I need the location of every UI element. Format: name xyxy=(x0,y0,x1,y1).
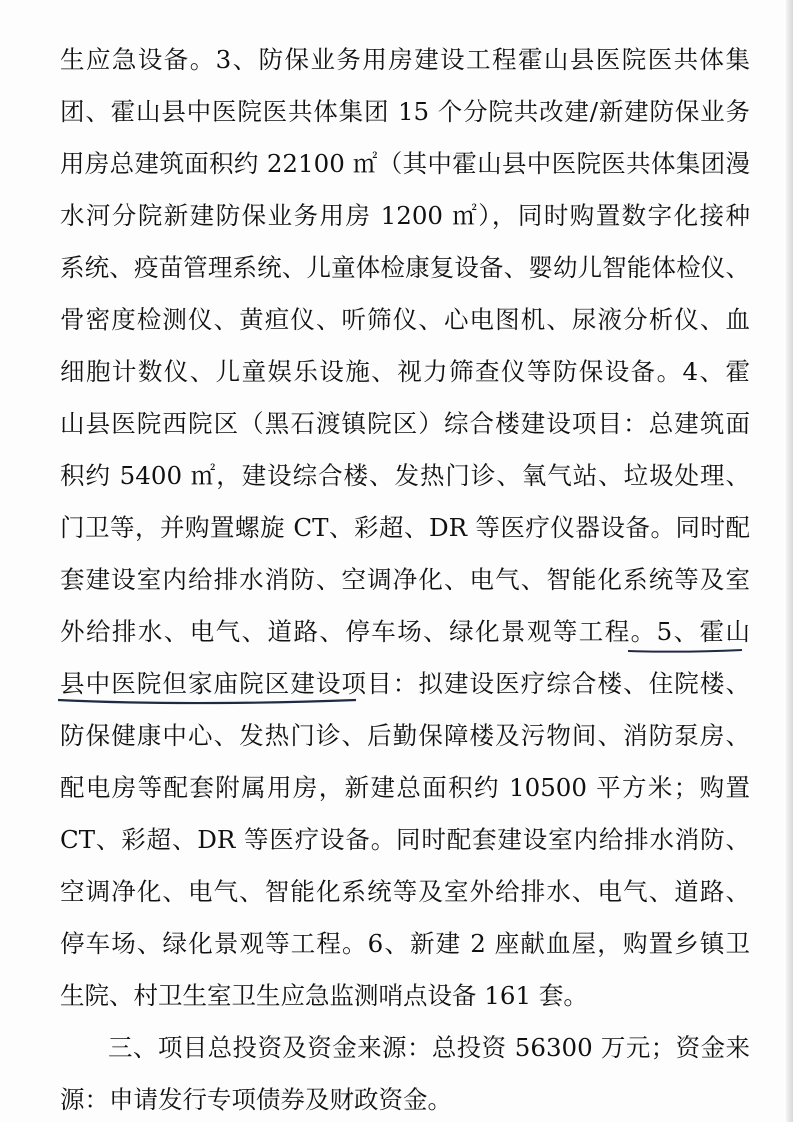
body-text-line: CT、彩超、DR 等医疗设备。同时配套建设室内给排水消防、 xyxy=(60,825,750,854)
body-text-line: 用房总建筑面积约 22100 ㎡（其中霍山县中医院医共体集团漫 xyxy=(60,149,750,178)
body-text-line: 水河分院新建防保业务用房 1200 ㎡），同时购置数字化接种 xyxy=(60,201,750,230)
body-text-line: 空调净化、电气、智能化系统等及室外给排水、电气、道路、 xyxy=(60,877,750,906)
body-text-line: 门卫等，并购置螺旋 CT、彩超、DR 等医疗仪器设备。同时配 xyxy=(60,513,750,542)
body-text-line: 防保健康中心、发热门诊、后勤保障楼及污物间、消防泵房、 xyxy=(60,721,750,750)
body-text-line: 生院、村卫生室卫生应急监测哨点设备 161 套。 xyxy=(60,981,588,1010)
body-text-line: 团、霍山县中医院医共体集团 15 个分院共改建/新建防保业务 xyxy=(60,97,750,126)
body-text-line: 生应急设备。3、防保业务用房建设工程霍山县医院医共体集 xyxy=(60,45,750,74)
body-text-line: 骨密度检测仪、黄疸仪、听筛仪、心电图机、尿液分析仪、血 xyxy=(60,305,750,334)
body-text-line: 县中医院但家庙院区建设项目：拟建设医疗综合楼、住院楼、 xyxy=(60,669,750,698)
body-text-line: 山县医院西院区（黑石渡镇院区）综合楼建设项目：总建筑面 xyxy=(60,409,750,438)
body-text-line: 细胞计数仪、儿童娱乐设施、视力筛查仪等防保设备。4、霍 xyxy=(60,357,750,386)
body-text-line: 套建设室内给排水消防、空调净化、电气、智能化系统等及室 xyxy=(60,565,750,594)
body-text-line: 系统、疫苗管理系统、儿童体检康复设备、婴幼儿智能体检仪、 xyxy=(60,253,750,282)
section-three-line-1: 三、项目总投资及资金来源：总投资 56300 万元；资金来 xyxy=(108,1033,750,1062)
body-text-line: 外给排水、电气、道路、停车场、绿化景观等工程。5、霍山 xyxy=(60,617,750,646)
body-text-line: 积约 5400 ㎡，建设综合楼、发热门诊、氧气站、垃圾处理、 xyxy=(60,461,750,490)
body-text-line: 配电房等配套附属用房，新建总面积约 10500 平方米；购置 xyxy=(60,773,750,802)
body-text-line: 停车场、绿化景观等工程。6、新建 2 座献血屋，购置乡镇卫 xyxy=(60,929,750,958)
section-three-line-2: 源：申请发行专项债券及财政资金。 xyxy=(60,1085,452,1114)
scan-edge-shadow xyxy=(786,0,793,1122)
